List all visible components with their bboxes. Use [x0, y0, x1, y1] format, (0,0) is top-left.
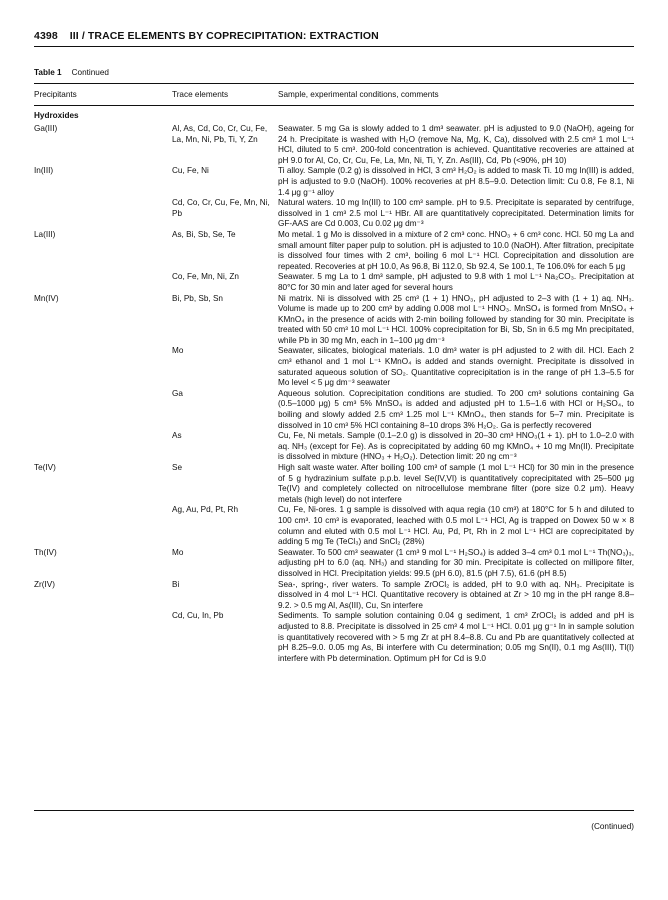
- conditions-cell: Seawater. 5 mg La to 1 dm³ sample, pH adjusted to 9.8 with 1 mol L⁻¹ Na₂CO₃. Precipitation at 80°C for 30 min and later aged for several hours: [278, 272, 634, 292]
- trace-elements-cell: Bi, Pb, Sb, Sn: [172, 293, 223, 303]
- table-top-rule: [34, 83, 634, 84]
- table-row: [34, 272, 634, 293]
- conditions-cell: High salt waste water. After boiling 100 cm³ of sample (1 mol L⁻¹ HCl) for 30 min in the presence of 5 g hydrazinium sulfate p.p.b. level Se(IV,VI) is quantitatively coprecipitated with 25–500 μg Te(IV) and completely collected on nitrocellulose membrane filter (pore size 0.2 μm). Heavy metals (high level) do not interfere: [278, 463, 634, 504]
- conditions-cell: Seawater. To 500 cm³ seawater (1 cm³ 9 mol L⁻¹ H₂SO₄) is added 3–4 cm³ 0.1 mol L⁻¹ Th(NO₃)₃, adjusting pH to 6.0 (aq. NH₃) and standing for 30 min. Precipitate is collected on millipore filter, dissolved in HCl. Precipitation yields: 99.5 (pH 6.0), 81.5 (pH 7.5), 61.6 (pH 8.5): [278, 547, 634, 578]
- table-caption: [34, 68, 109, 77]
- conditions-cell: Seawater, silicates, biological materials. 1.0 dm³ water is pH adjusted to 2 with dil. HCl. Each 2 cm³ ethanol and 1 mol L⁻¹ KMnO₄ is added and stands overnight. Precipitate is dissolved in saturated aqueous solution of SO₂. Quantitative coprecipitation is in the range of pH 1.3–5.5 for Mo level < 5 μg dm⁻³ seawater: [278, 346, 634, 388]
- trace-elements-cell: Mo: [172, 547, 184, 557]
- conditions-cell: Sediments. To sample solution containing 0.04 g sediment, 1 cm³ ZrOCl₂ is added and pH is adjusted to 8.8. Precipitate is dissolved in 25 cm³ 4 mol L⁻¹ HCl. 0.01 μg g⁻¹ In in sample solution is quantitatively recovered with > 5 mg Zr at pH 8.4–8.8. Cu and Pb are quantitatively collected at pH 8.25–9.0. 0.05 mg As, Bi interfere with Cu determination; 0.05 mg Sn(II), 0.1 mg As(III), Tl(I) interfere with Pb determination. Optimum pH for Cd is 9.0: [278, 611, 634, 663]
- trace-elements-cell: Mo: [172, 346, 184, 356]
- running-header: [34, 30, 379, 42]
- trace-elements-cell: As: [172, 431, 182, 441]
- precipitant-cell: [34, 198, 172, 230]
- table-row: [34, 294, 634, 347]
- header-title: III / TRACE ELEMENTS BY COPRECIPITATION: EXTRACTION: [69, 30, 379, 42]
- trace-elements-cell: Co, Fe, Mn, Ni, Zn: [172, 272, 239, 282]
- table-row: [34, 505, 634, 547]
- precipitant-cell: Ga(III): [34, 124, 58, 133]
- table-row: [34, 611, 634, 664]
- conditions-cell: Cu, Fe, Ni metals. Sample (0.1–2.0 g) is dissolved in 20–30 cm³ HNO₃(1 + 1). pH to 1.0–2.0 with aq. NH₃ (except for Fe). As is coprecipitated by adding 60 mg KMnO₄ + 10 mg Mn(II). Precipitate is dissolved in mixture (HNO₃ + H₂O₂). Detection limit: 20 ng cm⁻³: [278, 431, 634, 462]
- trace-elements-cell: Se: [172, 463, 183, 472]
- precipitant-cell: [34, 431, 172, 463]
- trace-elements-cell: Ag, Au, Pd, Pt, Rh: [172, 505, 238, 515]
- precipitant-cell: Th(IV): [34, 547, 57, 557]
- table-row: [34, 463, 634, 505]
- column-header-rule: [34, 105, 634, 106]
- precipitant-cell: Mn(IV): [34, 293, 59, 303]
- precipitant-cell: [34, 611, 172, 664]
- column-header-sample: Sample, experimental conditions, comments: [278, 90, 439, 99]
- table-row: [34, 198, 634, 230]
- conditions-cell: Seawater. 5 mg Ga is slowly added to 1 dm³ seawater. pH is adjusted to 9.0 (NaOH), ageing for 24 h. Precipitate is washed with H₂O (remove Na, Mg, K, Ca), dissolved with 2.5 cm³ 1 mol L⁻¹ HCl, diluted to 5 cm³. 200-fold concentration is achieved. Quantitative recoveries are attained at pH 9.0 for Al, Co, Cr, Cu, Fe, La, Mn, Ni, Ti, Y, Zn. As(III), Cd, Pb (<90%, pH 10): [278, 124, 634, 165]
- conditions-cell: Cu, Fe, Ni-ores. 1 g sample is dissolved with aqua regia (10 cm³) at 180°C for 5 h and diluted to 100 cm³. 10 cm³ is evaporated, leached with 0.5 mol L⁻¹ HCl, Ag is trapped on Dowex 50 w × 8 column and eluted with 0.5 mol L⁻¹ HCl. Au, Pd, Pt, Rh in 2 mol L⁻¹ HCl are coprecipitated by adding 5 mg Te (TeCl₃) and SnCl₂ (28%): [278, 505, 634, 547]
- page-number: 4398: [34, 30, 58, 42]
- trace-elements-cell: Cd, Cu, In, Pb: [172, 611, 224, 621]
- table-row: [34, 548, 634, 580]
- header-rule: [34, 46, 634, 47]
- precipitant-cell: La(III): [34, 229, 56, 239]
- conditions-cell: Natural waters. 10 mg In(III) to 100 cm³ sample. pH to 9.5. Precipitate is separated by centrifuge, dissolved in 1 cm³ 2.5 mol L⁻¹ HBr. All are quantitatively coprecipitated. Determination limits for GF-AAS are Cd 0.003, Cu 0.02 μg dm⁻³: [278, 198, 634, 229]
- column-header-precipitants: Precipitants: [34, 90, 77, 99]
- table-row: [34, 124, 634, 166]
- column-header-trace-elements: Trace elements: [172, 90, 229, 99]
- table-row: [34, 389, 634, 431]
- trace-elements-cell: As, Bi, Sb, Se, Te: [172, 229, 236, 239]
- conditions-cell: Ti alloy. Sample (0.2 g) is dissolved in HCl, 3 cm³ H₂O₂ is added to mask Ti. 10 mg In(III) is added, pH is adjusted to 9.0 (NaOH). 100% recoveries at pH 8.5–9.0. Detection limit: Cu 0.8, Fe 8.1, Ni 1.4 μg g⁻¹ alloy: [278, 166, 634, 197]
- conditions-cell: Sea-, spring-, river waters. To sample ZrOCl₂ is added, pH to 9.0 with aq. NH₃. Precipitate is dissolved in 4 mol L⁻¹ HCl. Quantitative recovery is obtained at Zr > 10 mg in the pH range 8.8–9.2. > 0.5 mg Al, As(III), Cu, Sn interfere: [278, 579, 634, 610]
- trace-elements-cell: Ga: [172, 388, 183, 398]
- continued-label: (Continued): [591, 822, 634, 831]
- trace-elements-cell: Bi: [172, 579, 180, 589]
- precipitant-cell: [34, 505, 172, 547]
- section-heading: Hydroxides: [34, 111, 79, 120]
- precipitant-cell: Zr(IV): [34, 579, 55, 589]
- conditions-cell: Ni matrix. Ni is dissolved with 25 cm³ (1 + 1) HNO₃, pH adjusted to 2–3 with (1 + 1) aq. NH₃. Volume is made up to 200 cm³ by adding 0.008 mol L⁻¹ HNO₃. MnSO₄ is formed from MnSO₄ + KMnO₄ in the presence of acids with 2-min boiling followed by standing for 30 min. Precipitate is treated with 50 cm³ 10 mol L⁻¹ HCl. 100% coprecipitation for Bi, Sb, Sn in 6.5 mg Mn precipitated, while Pb in 30 mg Mn, each in 1–100 μg dm⁻³: [278, 293, 634, 345]
- table-bottom-rule: [34, 810, 634, 811]
- conditions-cell: Mo metal. 1 g Mo is dissolved in a mixture of 2 cm³ conc. HNO₃ + 6 cm³ conc. HCl. 50 mg La and small amount filter paper pulp to solution. pH is adjusted to 10.0 (NaOH). After filtration, precipitate is dissolved four times with 2 cm³, boiling 6 mol L⁻¹ HCl. Coprecipitation and dissolution are repeated. Recoveries at pH 10.0, As 96.8, Bi 112.0, Sb 92.4, Se 100.1, Te 106.0% for each 5 μg: [278, 229, 634, 271]
- precipitant-cell: [34, 389, 172, 431]
- precipitant-cell: [34, 346, 172, 388]
- table-row: [34, 166, 634, 198]
- conditions-cell: Aqueous solution. Coprecipitation conditions are studied. To 200 cm³ solutions containing Ga (0.5–1000 μg) 5 cm³ 5% MnSO₄ is added and adjusted pH to 1.5–1.6 with HCl or H₂SO₄, to boiling and slowly added 2.5 cm³ 1.25 mol L⁻¹ KMnO₄, then stands for 5–7 min. Precipitate is dissolved in 10 cm³ 5% HCl containing 8–10 drops 3% H₂O₂. Ga is perfectly recovered: [278, 388, 634, 430]
- table-row: [34, 230, 634, 272]
- table-label: Table 1: [34, 68, 62, 77]
- table-row: [34, 580, 634, 612]
- trace-elements-cell: Cd, Co, Cr, Cu, Fe, Mn, Ni, Pb: [172, 198, 270, 218]
- precipitant-cell: [34, 272, 172, 293]
- trace-elements-cell: Cu, Fe, Ni: [172, 166, 209, 176]
- precipitant-cell: Te(IV): [34, 463, 56, 472]
- table-row: [34, 431, 634, 463]
- table-body: [34, 124, 634, 664]
- precipitant-cell: In(III): [34, 166, 54, 176]
- table-row: [34, 346, 634, 388]
- trace-elements-cell: Al, As, Cd, Co, Cr, Cu, Fe, La, Mn, Ni, Pb, Ti, Y, Zn: [172, 124, 268, 144]
- table-caption-text: Continued: [71, 68, 109, 77]
